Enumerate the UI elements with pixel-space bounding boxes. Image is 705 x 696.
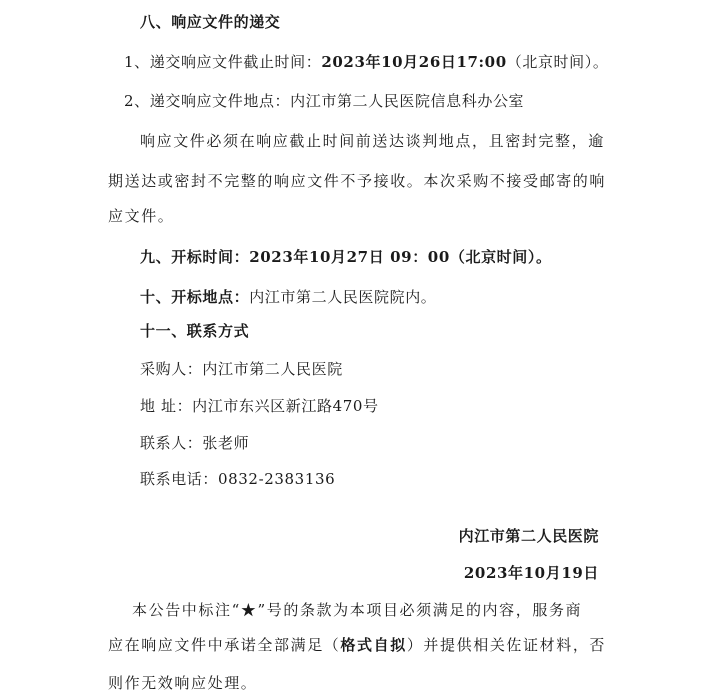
section10-label: 十、开标地点：	[140, 288, 250, 306]
section10-value: 内江市第二人民医院院内。	[249, 288, 437, 306]
note-format-free: 格式自拟	[340, 636, 407, 654]
section11-heading: 十一、联系方式	[140, 322, 250, 340]
contact-buyer: 采购人：内江市第二人民医院	[140, 360, 343, 378]
item1-prefix: 1、递交响应文件截止时间：	[124, 53, 322, 71]
item1-deadline: 2023年10月26日17:00	[321, 53, 507, 71]
note-line2-prefix: 应在响应文件中承诺全部满足（	[108, 636, 341, 654]
section9-value: 2023年10月27日 09：00（北京时间）。	[249, 248, 552, 266]
note-line1: 本公告中标注“★”号的条款为本项目必须满足的内容，服务商	[132, 601, 583, 619]
signature-date: 2023年10月19日	[463, 564, 599, 582]
item1-suffix: （北京时间）。	[506, 53, 609, 71]
section8-item2: 2、递交响应文件地点：内江市第二人民医院信息科办公室	[124, 92, 525, 110]
contact-address: 地 址：内江市东兴区新江路470号	[140, 397, 379, 415]
section8-heading: 八、响应文件的递交	[140, 13, 281, 31]
note-line2	[108, 635, 606, 655]
note-line3: 则作无效响应处理。	[108, 674, 258, 692]
section9	[140, 247, 552, 267]
section8-para-line1: 响应文件必须在响应截止时间前送达谈判地点，且密封完整，逾	[140, 132, 605, 150]
section9-label: 九、开标时间：	[140, 248, 250, 266]
note-line2-suffix: ）并提供相关佐证材料，否	[406, 636, 607, 654]
section8-para-line3: 应文件。	[108, 207, 175, 225]
signature-org: 内江市第二人民医院	[458, 527, 599, 545]
contact-person: 联系人：张老师	[140, 434, 250, 452]
contact-phone: 联系电话：0832-2383136	[140, 470, 336, 488]
section8-item1	[124, 52, 608, 72]
section8-para-line2: 期送达或密封不完整的响应文件不予接收。本次采购不接受邮寄的响	[108, 172, 607, 190]
section10	[140, 287, 436, 307]
